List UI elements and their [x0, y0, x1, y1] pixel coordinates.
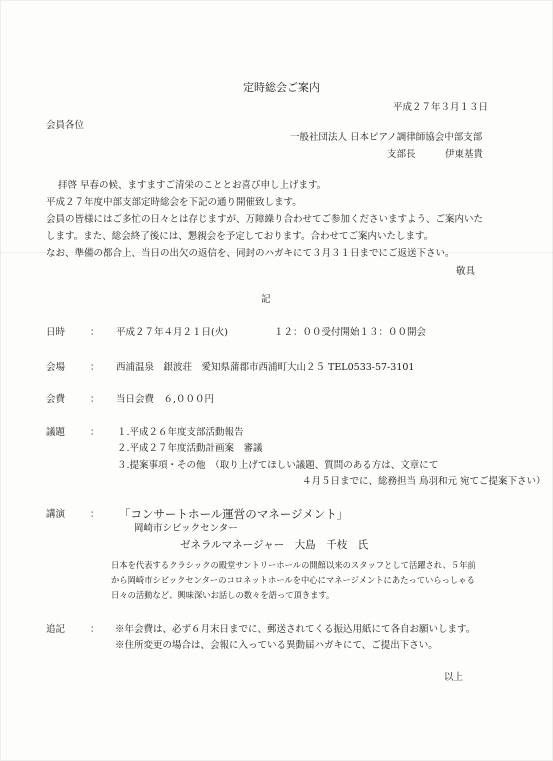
- notes-label: 追記: [46, 624, 66, 635]
- agenda-item-1: １.平成２６年度支部活動報告: [117, 427, 244, 438]
- agenda-item-3-continued: ４月５日までに、総務担当 鳥羽和元 宛てご提案下さい）: [302, 476, 546, 487]
- body-line-5: なお、準備の都合上、当日の出欠の返信を、同封のハガキにて３月３１日までにご返送下さい。: [46, 248, 455, 259]
- body-line-4: します。また、総会終了後には、懇親会を予定しております。合わせてご案内いたします。: [46, 231, 434, 242]
- lecture-description-1: 日本を代表するクラシックの殿堂サントリーホールの開館以来のスタッフとして活躍され、５年前: [111, 560, 476, 570]
- datetime-colon: ：: [90, 327, 100, 338]
- notes-colon: ：: [90, 624, 100, 635]
- venue-value: 西浦温泉 銀波荘 愛知県蒲郡市西浦町大山２５ TEL0533-57-3101: [116, 362, 415, 373]
- lecture-title: 「コンサートホール運営のマネージメント」: [119, 507, 349, 521]
- lecture-colon: ：: [90, 509, 100, 520]
- agenda-colon: ：: [90, 427, 100, 438]
- note-item-2: ※住所変更の場合は、会報に入っている異動届ハガキにて、ご提出下さい。: [115, 640, 438, 651]
- fee-label: 会費: [46, 394, 66, 405]
- document-title: 定時総会ご案内: [243, 81, 320, 94]
- lecture-description-2: から岡崎市シビックセンターのコロネットホールを中心にマネージメントにあたっていらっしゃる: [111, 575, 475, 585]
- agenda-item-2: ２.平成２７年度活動計画案 審議: [117, 443, 263, 454]
- closing-keigu: 敬具: [456, 266, 476, 277]
- venue-label: 会場: [46, 362, 66, 373]
- lecture-speaker: ゼネラルマネージャー 大島 千枝 氏: [180, 539, 369, 551]
- datetime-date: 平成２７年４月２１日(火): [116, 327, 228, 338]
- agenda-item-3: ３.提案事項・その他 （取り上げてほしい議題、質問のある方は、文章にて: [117, 460, 439, 471]
- sender-name: 伊東基貴: [445, 149, 484, 160]
- recipient: 会員各位: [46, 120, 85, 131]
- datetime-time: １２：００受付開始１３：００開会: [274, 327, 427, 338]
- body-line-3: 会員の皆様にはご多忙の日々とは存じますが、万障繰り合わせてご参加くださいますよう、ご案内いた: [46, 214, 484, 225]
- fee-colon: ：: [90, 394, 100, 405]
- lecture-description-3: 日々の活動など、興味深いお話しの数々を語って頂きます。: [111, 590, 335, 600]
- body-line-2: 平成２７年度中部支部定時総会を下記の通り開催致します。: [46, 197, 302, 208]
- ki-heading: 記: [261, 294, 271, 305]
- fee-value: 当日会費 ６,０００円: [116, 394, 215, 405]
- end-ijo: 以上: [444, 672, 464, 683]
- agenda-label: 議題: [46, 427, 66, 438]
- datetime-label: 日時: [46, 327, 66, 338]
- document-date: 平成２７年３月１３日: [393, 102, 489, 113]
- sender-role: 支部長: [387, 149, 416, 160]
- sender-organization: 一般社団法人 日本ピアノ調律師協会中部支部: [290, 132, 483, 143]
- lecture-label: 講演: [46, 509, 66, 520]
- lecture-affiliation: 岡崎市シビックセンター: [134, 523, 238, 534]
- venue-colon: ：: [90, 362, 100, 373]
- note-item-1: ※年会費は、必ず６月末日までに、郵送されてくる振込用紙にて各自お願いします。: [115, 624, 476, 635]
- body-line-1: 拝啓 早春の候、ますますご清栄のこととお喜び申し上げます。: [58, 180, 327, 191]
